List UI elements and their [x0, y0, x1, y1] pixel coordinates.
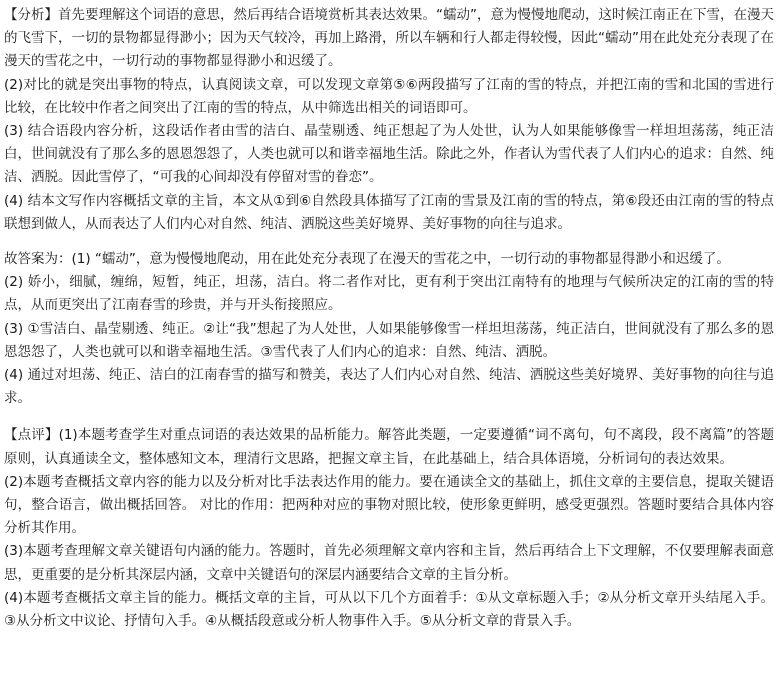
analysis-section — [4, 4, 774, 236]
analysis-paragraph-3: (3) 结合语段内容分析，这段话作者由雪的洁白、晶莹剔透、纯正想起了为人处世，认为人如果能够像雪一样坦坦荡荡，纯正洁白，世间就没有了那么多的恩恩怨怨了，人类也就可以和谐幸福地生活。除此之外，作者认为雪代表了人们内心的追求：自然、纯洁、洒脱。因此雪停了，“可我的心间却没有停留对雪的眷恋”。 — [4, 123, 774, 186]
section-spacer — [4, 236, 774, 248]
comment-paragraph-4: (4)本题考查概括文章主旨的能力。概括文章的主旨，可从以下几个方面着手：①从文章标题入手；②从分析文章开头结尾入手。③从分析文中议论、抒情句入手。④从概括段意或分析人物事件入手。⑤从分析文章的背景入手。 — [4, 589, 774, 630]
analysis-paragraph-2: (2)对比的就是突出事物的特点，认真阅读文章，可以发现文章第⑤⑥两段描写了江南的雪的特点，并把江南的雪和北国的雪进行比较，在比较中作者之间突出了江南的雪的特点，从中筛选出相关的词语即可。 — [4, 76, 774, 116]
comment-paragraph-2: (2)本题考查概括文章内容的能力以及分析对比手法表达作用的能力。要在通读全文的基础上，抓住文章的主要信息，提取关键语句，整合语言，做出概括回答。 对比的作用：把两种对应的事物对照比较，使形象更鲜明，感受更强烈。答题时要结合具体内容分析其作用。 — [4, 473, 774, 537]
comment-paragraph-3: (3)本题考查理解文章关键语句内涵的能力。答题时，首先必须理解文章内容和主旨，然后再结合上下文理解，不仅要理解表面意思，更重要的是分析其深层内涵，文章中关键语句的深层内涵要结合文章的主旨分析。 — [4, 543, 774, 583]
analysis-paragraph-1: 【分析】首先要理解这个词语的意思，然后再结合语境赏析其表达效果。“蠕动”，意为慢慢地爬动，这时候江南正在下雪，在漫天的飞雪下，一切的景物都显得渺小；因为天气较冷，再加上路滑，所以车辆和行人都走得较慢，因此“蠕动”用在此处充分表现了在漫天的雪花之中，一切行动的事物都显得渺小和迟缓了。 — [4, 7, 774, 70]
comment-paragraph-1: 【点评】(1)本题考查学生对重点词语的表达效果的品析能力。解答此类题，一定要遵循“词不离句，句不离段，段不离篇”的答题原则，认真通读全文，整体感知文本，理清行文思路，把握文章主旨，在此基础上，结合具体语境，分析词句的表达效果。 — [4, 427, 774, 467]
analysis-paragraph-4: (4) 结本文写作内容概括文章的主旨，本文从①到⑥自然段具体描写了江南的雪景及江南的雪的特点，第⑥段还由江南的雪的特点联想到做人，从而表达了人们内心对自然、纯洁、洒脱这些美好境界、美好事物的向往与追求。 — [4, 192, 774, 232]
comment-section — [4, 424, 774, 633]
section-spacer — [4, 410, 774, 424]
answer-paragraph-3: (3) ①雪洁白、晶莹剔透、纯正。②让“我”想起了为人处世，人如果能够像雪一样坦坦荡荡，纯正洁白，世间就没有了那么多的恩恩怨怨了，人类也就可以和谐幸福地生活。③雪代表了人们内心的追求：自然、纯洁、洒脱。 — [4, 320, 774, 360]
answer-section — [4, 248, 774, 410]
answer-paragraph-1: 故答案为：(1) “蠕动”，意为慢慢地爬动，用在此处充分表现了在漫天的雪花之中，一切行动的事物都显得渺小和迟缓了。 — [4, 251, 730, 268]
answer-paragraph-2: (2) 娇小，细腻，缠绵，短暂，纯正，坦荡，洁白。将二者作对比，更有利于突出江南特有的地理与气候所决定的江南的雪的特点，从而更突出了江南春雪的珍贵，并与开头衔接照应。 — [4, 274, 774, 314]
answer-paragraph-4: (4) 通过对坦荡、纯正、洁白的江南春雪的描写和赞美，表达了人们内心对自然、纯洁、洒脱这些美好境界、美好事物的向往与追求。 — [4, 367, 774, 407]
